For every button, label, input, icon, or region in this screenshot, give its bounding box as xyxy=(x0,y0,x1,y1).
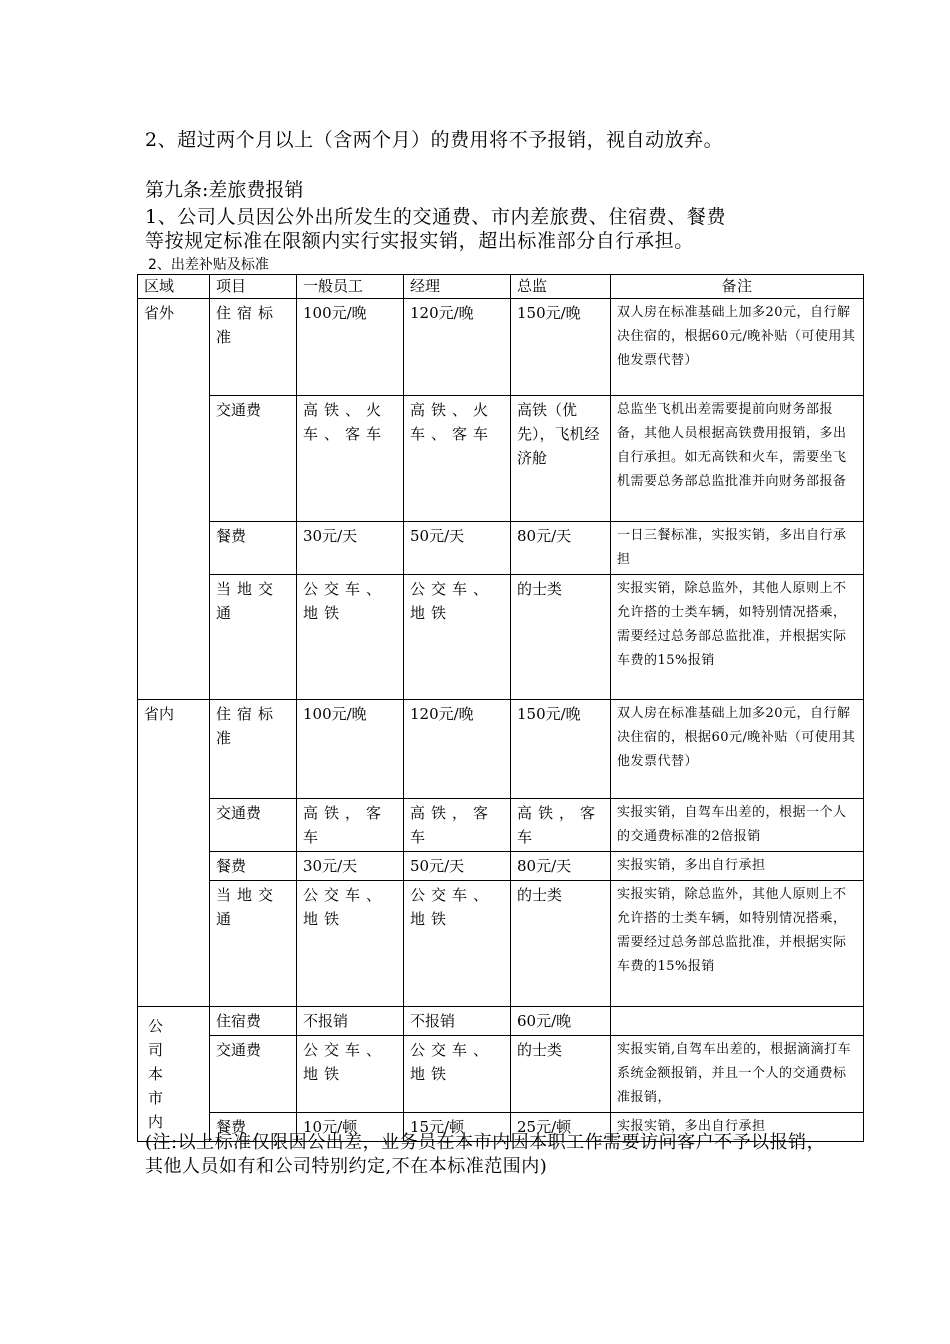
manager-cell: 公交车、地铁 xyxy=(404,575,511,700)
table-row xyxy=(138,1036,864,1113)
article-paragraph-line-1: 1、公司人员因公外出所发生的交通费、市内差旅费、住宿费、餐费 xyxy=(145,206,727,228)
item-cell: 住宿标准 xyxy=(210,299,297,396)
note-cell: 双人房在标准基础上加多20元，自行解决住宿的，根据60元/晚补贴（可使用其他发票代替） xyxy=(611,700,864,799)
director-cell: 高铁，客车 xyxy=(511,799,611,852)
article-paragraph-line-2: 等按规定标准在限额内实行实报实销，超出标准部分自行承担。 xyxy=(145,230,694,252)
manager-cell: 120元/晚 xyxy=(404,299,511,396)
general-cell: 公交车、地铁 xyxy=(297,1036,404,1113)
manager-cell: 15元/顿 xyxy=(404,1113,511,1142)
general-cell: 100元/晚 xyxy=(297,700,404,799)
header-item: 项目 xyxy=(210,275,297,299)
table-row xyxy=(138,1007,864,1036)
article-title: 第九条:差旅费报销 xyxy=(145,179,304,201)
director-cell: 的士类 xyxy=(511,881,611,1007)
director-cell: 的士类 xyxy=(511,575,611,700)
item-cell: 住宿费 xyxy=(210,1007,297,1036)
general-cell: 30元/天 xyxy=(297,852,404,881)
manager-cell: 120元/晚 xyxy=(404,700,511,799)
note-cell: 实报实销，多出自行承担 xyxy=(611,852,864,881)
note-cell: 一日三餐标准，实报实销，多出自行承担 xyxy=(611,522,864,575)
manager-cell: 50元/天 xyxy=(404,522,511,575)
manager-cell: 50元/天 xyxy=(404,852,511,881)
manager-cell: 高铁、火车、客车 xyxy=(404,396,511,522)
note-cell: 实报实销，除总监外，其他人原则上不允许搭的士类车辆，如特别情况搭乘，需要经过总务部总监批准，并根据实际车费的15%报销 xyxy=(611,575,864,700)
manager-cell: 高铁，客车 xyxy=(404,799,511,852)
region-cell: 省内 xyxy=(138,700,210,1007)
header-manager: 经理 xyxy=(404,275,511,299)
general-cell: 10元/顿 xyxy=(297,1113,404,1142)
director-cell: 60元/晚 xyxy=(511,1007,611,1036)
general-cell: 不报销 xyxy=(297,1007,404,1036)
item-cell: 餐费 xyxy=(210,1113,297,1142)
manager-cell: 不报销 xyxy=(404,1007,511,1036)
header-director: 总监 xyxy=(511,275,611,299)
region-cell: 公司本市内 xyxy=(138,1007,210,1142)
item-cell: 交通费 xyxy=(210,396,297,522)
note-cell: 实报实销,自驾车出差的，根据滴滴打车系统金额报销，并且一个人的交通费标准报销， xyxy=(611,1036,864,1113)
director-cell: 80元/天 xyxy=(511,852,611,881)
manager-cell: 公交车、地铁 xyxy=(404,881,511,1007)
note-cell: 实报实销，多出自行承担 xyxy=(611,1113,864,1142)
director-cell: 150元/晚 xyxy=(511,700,611,799)
item-cell: 交通费 xyxy=(210,799,297,852)
table-row xyxy=(138,299,864,396)
item-cell: 住宿标准 xyxy=(210,700,297,799)
general-cell: 高铁、火车、客车 xyxy=(297,396,404,522)
region-cell: 省外 xyxy=(138,299,210,700)
table-header-row xyxy=(138,275,864,299)
note-cell: 总监坐飞机出差需要提前向财务部报备，其他人员根据高铁费用报销，多出自行承担。如无高铁和火车，需要坐飞机需要总务部总监批准并向财务部报备 xyxy=(611,396,864,522)
director-cell: 150元/晚 xyxy=(511,299,611,396)
director-cell: 高铁（优先），飞机经济舱 xyxy=(511,396,611,522)
item-cell: 当地交通 xyxy=(210,575,297,700)
director-cell: 80元/天 xyxy=(511,522,611,575)
director-cell: 的士类 xyxy=(511,1036,611,1113)
table-row xyxy=(138,799,864,852)
table-row xyxy=(138,700,864,799)
intro-item-2: 2、超过两个月以上（含两个月）的费用将不予报销，视自动放弃。 xyxy=(145,129,724,151)
note-cell xyxy=(611,1007,864,1036)
note-cell: 实报实销，自驾车出差的，根据一个人的交通费标准的2倍报销 xyxy=(611,799,864,852)
general-cell: 30元/天 xyxy=(297,522,404,575)
header-region: 区域 xyxy=(138,275,210,299)
item-cell: 餐费 xyxy=(210,522,297,575)
director-cell: 25元/顿 xyxy=(511,1113,611,1142)
footnote: (注:以上标准仅限因公出差，业务员在本市内因本职工作需要访问客户不予以报销，其他人员如有和公司特别约定,不在本标准范围内) xyxy=(145,1132,826,1177)
table-row xyxy=(138,522,864,575)
note-cell: 双人房在标准基础上加多20元，自行解决住宿的，根据60元/晚补贴（可使用其他发票代替） xyxy=(611,299,864,396)
section-subtitle: 2、出差补贴及标准 xyxy=(148,257,269,273)
header-general-staff: 一般员工 xyxy=(297,275,404,299)
general-cell: 公交车、地铁 xyxy=(297,881,404,1007)
item-cell: 当地交通 xyxy=(210,881,297,1007)
table-row xyxy=(138,396,864,522)
table-row xyxy=(138,575,864,700)
general-cell: 高铁，客车 xyxy=(297,799,404,852)
table-row xyxy=(138,881,864,1007)
note-cell: 实报实销，除总监外，其他人原则上不允许搭的士类车辆，如特别情况搭乘，需要经过总务部总监批准，并根据实际车费的15%报销 xyxy=(611,881,864,1007)
travel-allowance-table xyxy=(137,274,864,1142)
general-cell: 100元/晚 xyxy=(297,299,404,396)
header-remarks: 备注 xyxy=(611,275,864,299)
table-row xyxy=(138,852,864,881)
general-cell: 公交车、地铁 xyxy=(297,575,404,700)
item-cell: 餐费 xyxy=(210,852,297,881)
manager-cell: 公交车、地铁 xyxy=(404,1036,511,1113)
item-cell: 交通费 xyxy=(210,1036,297,1113)
